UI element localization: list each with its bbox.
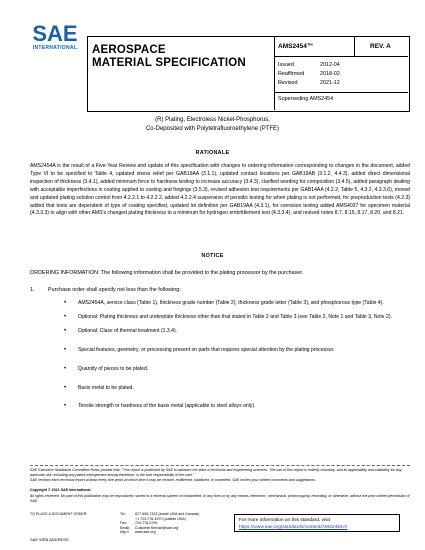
footer-rights: All rights reserved. No part of this publication may be reproduced, stored in a retrieval system or transmitted, in any form or by any means, electronic, mechanical, photocopying, recording, or otherwise, without the prior written permission of SAE.	[30, 494, 410, 503]
date-row-reaffirmed	[278, 70, 340, 79]
web-address-label: SAE WEB ADDRESS:	[30, 537, 70, 542]
list-item-text: Optional: Class of thermal treatment (1.3.4).	[78, 327, 178, 334]
date-row-issued	[278, 61, 340, 70]
doc-type-line-2: MATERIAL SPECIFICATION	[92, 57, 246, 69]
more-info-text: For more information on this standard, visit	[239, 518, 330, 523]
bullet-icon: •	[64, 365, 67, 372]
list-item	[46, 366, 410, 374]
sae-logo-letters: SAE	[32, 22, 78, 44]
rationale-heading: RATIONALE	[195, 150, 230, 156]
list-item	[46, 403, 410, 411]
date-value: 2021-12	[320, 79, 340, 86]
date-label: Issued	[278, 62, 294, 68]
more-info-box	[234, 514, 400, 532]
header-divider	[354, 36, 355, 56]
list-item-text: Optional: Plating thickness and underplate thickness other than that stated in Table 2 and Table 3 (see Table 2, Note 1 and Table 3, Note 2).	[78, 313, 392, 320]
footer-review-note: SAE reviews each technical report at least every five years at which time it may be revised, reaffirmed, stabilized, or cancelled. SAE invites your written comments and suggestions.	[30, 478, 316, 482]
header-divider	[274, 92, 408, 93]
list-item	[46, 300, 410, 308]
list-item	[46, 347, 410, 355]
sae-logo	[30, 22, 80, 51]
doc-type-title	[92, 44, 246, 70]
list-item-text: Quantity of pieces to be plated.	[78, 365, 149, 372]
document-subject	[0, 116, 425, 134]
sae-logo-mark	[30, 22, 80, 44]
subject-line-2: Co-Deposited with Polytetrafluoroethylene (PTFE)	[145, 126, 280, 132]
date-list	[278, 61, 340, 87]
bullet-icon: •	[64, 300, 67, 306]
subject-line-1: (R) Plating, Electroless Nickel-Phosphorus,	[155, 117, 270, 123]
item-number: 1.	[30, 287, 35, 293]
header-divider	[274, 56, 408, 57]
order-item-1	[30, 287, 181, 293]
list-item	[46, 385, 410, 393]
footer-disclaimer: SAE Executive Standards Committee Rules provide that: "This report is published by SAE to advance the state of technical and engineering sciences. The use of this report is entirely voluntary, and its applicability and suitability for any particular use, including any patent infringement arising therefrom, is the sole responsibility of the user."	[30, 468, 402, 477]
list-item	[46, 328, 410, 336]
footer-copyright: Copyright © 2021 SAE International	[30, 488, 91, 492]
date-label: Revised	[278, 79, 298, 86]
date-row-revised	[278, 79, 340, 88]
list-item-text: Special features, geometry, or processing present on parts that requires special attention by the plating processor.	[78, 346, 335, 353]
contact-labels: Tel: Fax: Email: http://	[120, 512, 130, 535]
date-value: 2018-02	[320, 70, 340, 77]
doc-type-line-1: AEROSPACE	[92, 44, 166, 56]
list-item	[46, 314, 410, 322]
bullet-icon: •	[64, 327, 67, 334]
item-text: Purchase order shall specify not less than the following:	[48, 287, 181, 293]
superseding-note: Superseding AMS2454	[278, 96, 334, 102]
bullet-icon: •	[64, 384, 67, 391]
list-item-text: Tensile strength or hardness of the basis metal (applicable to steel alloys only).	[78, 403, 256, 410]
order-label: TO PLACE A DOCUMENT ORDER:	[30, 512, 88, 516]
header-divider	[274, 36, 275, 110]
ordering-information: ORDERING INFORMATION: The following information shall be provided to the plating processor by the purchaser.	[30, 270, 304, 276]
doc-id: AMS2454™	[278, 43, 314, 50]
standard-link[interactable]: https://www.sae.org/standards/content/AMS2454A/	[239, 525, 348, 530]
bullet-icon: •	[64, 403, 67, 410]
contact-values: 877-606-7323 (inside USA and Canada) +1 724-776-4970 (outside USA) 724-776-0790 CustomerService@sae.org www.sae.org	[135, 512, 199, 535]
date-value: 2012-04	[320, 62, 340, 68]
revision-label: REV. A	[370, 43, 391, 50]
notice-heading: NOTICE	[201, 253, 224, 259]
bullet-icon: •	[64, 313, 67, 320]
date-label: Reaffirmed	[278, 70, 305, 77]
sae-logo-subtitle: INTERNATIONAL	[32, 45, 78, 51]
list-item-text: Basis metal to be plated.	[78, 384, 134, 391]
order-requirements-list	[46, 300, 410, 411]
bullet-icon: •	[64, 346, 67, 353]
footer-divider	[30, 465, 410, 466]
list-item-text: AMS2454A, service class (Table 1), thickness grade number (Table 2), thickness grade letter (Table 3), and phosphorous type (Table 4).	[78, 300, 384, 306]
rationale-text: AMS2454A is the result of a Five-Year Review and update of this specification with changes to ordering information corresponding to changes in the document, added Type VI to be specified to Table 4, updated stress relief per GAB19AA (3.1.1), updated contact locations per GAB19AB (3.1.2, 4.4.3), added direct dimensional inspection of thickness (3.4.1), added minimum force to hardness testing to increase accuracy (3.4.3), clarified wording for composition (3.4.5), added paragraph dealing with acceptable imperfections in coating applied to casting and forgings (3.5.3), revised adhesion test requirements per GAB14AA (4.2.2, Table 5, 4.3.2, 4.3.3.6), moved and updated plating solution control from 4.2.2.1 to 4.2.2.2, added 4.2.2.4 suspension of periodic testing for when plating is not performed, for preproduction tests (4.2.3) added that tests are dependent of type of coating specified, updated lot definition per GAB19AA (4.3.1), for corrosion testing added AMS4037 for specimen material (4.3.3.3) to align with other AMS's changed plating thickness to a minimum for hydrogen embrittlement test (4.3.3.4), and revised notes 8.7, 8.15, 8.17, 8.20, and 8.21.	[30, 163, 410, 217]
